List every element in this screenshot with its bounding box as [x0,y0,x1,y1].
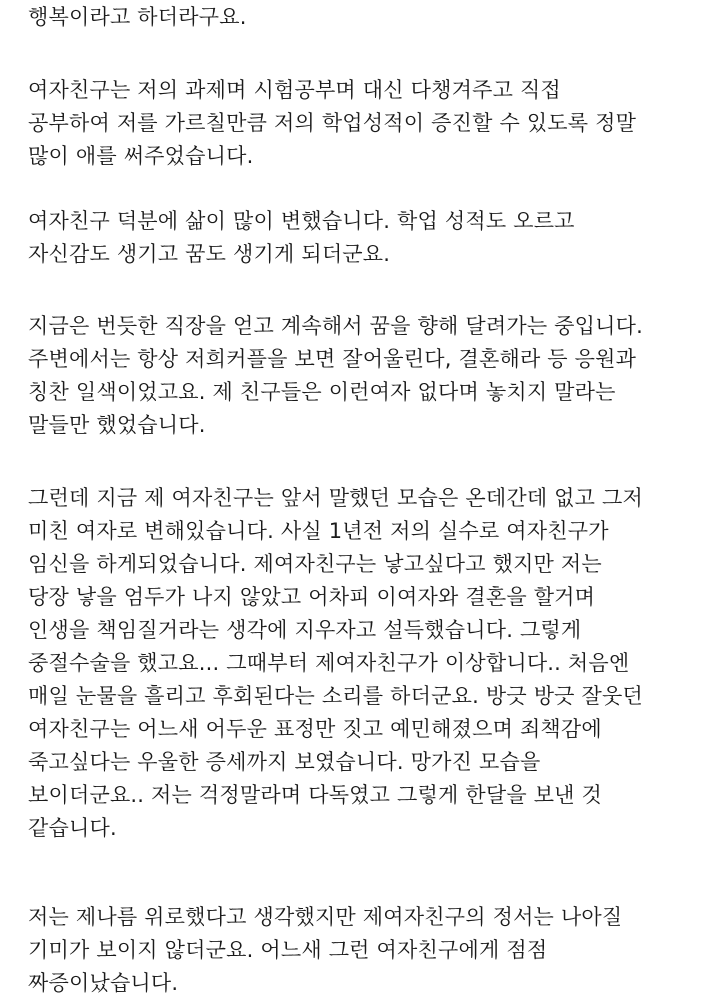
paragraph-2 [28,74,708,173]
text-line: 기미가 보이지 않더군요. 어느새 그런 여자친구에게 점점 [28,938,548,962]
text-line: 임신을 하게되었습니다. 제여자친구는 낳고싶다고 했지만 저는 [28,552,602,576]
text-line: 많이 애를 써주었습니다. [28,144,254,168]
text-line: 죽고싶다는 우울한 증세까지 보였습니다. 망가진 모습을 [28,750,541,774]
text-line: 주변에서는 항상 저희커플을 보면 잘어울린다, 결혼해라 등 응원과 [28,347,637,371]
text-line: 여자친구 덕분에 삶이 많이 변했습니다. 학업 성적도 오르고 [28,209,575,233]
text-line: 칭찬 일색이었고요. 제 친구들은 이런여자 없다며 놓치지 말라는 [28,380,616,404]
paragraph-3 [28,205,708,271]
text-line: 보이더군요.. 저는 걱정말라며 다독였고 그렇게 한달을 보낸 것 [28,783,603,807]
text-line: 말들만 했었습니다. [28,413,206,437]
paragraph-6 [28,901,708,1000]
text-line: 중절수술을 했고요... 그때부터 제여자친구가 이상합니다.. 처음엔 [28,651,630,675]
text-line: 지금은 번듯한 직장을 얻고 계속해서 꿈을 향해 달려가는 중입니다. [28,314,643,338]
text-line: 매일 눈물을 흘리고 후회된다는 소리를 하더군요. 방긋 방긋 잘웃던 [28,684,643,708]
paragraph-4 [28,310,708,442]
text-line: 행복이라고 하더라구요. [28,5,247,29]
text-line: 여자친구는 어느새 어두운 표정만 짓고 예민해졌으며 죄책감에 [28,717,602,741]
text-line: 당장 낳을 엄두가 나지 않았고 어차피 이여자와 결혼을 할거며 [28,585,596,609]
text-line: 저는 제나름 위로했다고 생각했지만 제여자친구의 정서는 나아질 [28,905,623,929]
paragraph-1 [28,1,708,34]
text-line: 같습니다. [28,816,117,840]
text-line: 여자친구는 저의 과제며 시험공부며 대신 다챙겨주고 직접 [28,78,561,102]
text-line: 미친 여자로 변해있습니다. 사실 1년전 저의 실수로 여자친구가 [28,519,609,543]
text-line: 인생을 책임질거라는 생각에 지우자고 설득했습니다. 그렇게 [28,618,582,642]
text-line: 짜증이났습니다. [28,971,179,995]
text-line: 그런데 지금 제 여자친구는 앞서 말했던 모습은 온데간데 없고 그저 [28,486,643,510]
text-line: 공부하여 저를 가르칠만큼 저의 학업성적이 증진할 수 있도록 정말 [28,111,637,135]
text-line: 자신감도 생기고 꿈도 생기게 되더군요. [28,242,391,266]
paragraph-5 [28,482,708,845]
